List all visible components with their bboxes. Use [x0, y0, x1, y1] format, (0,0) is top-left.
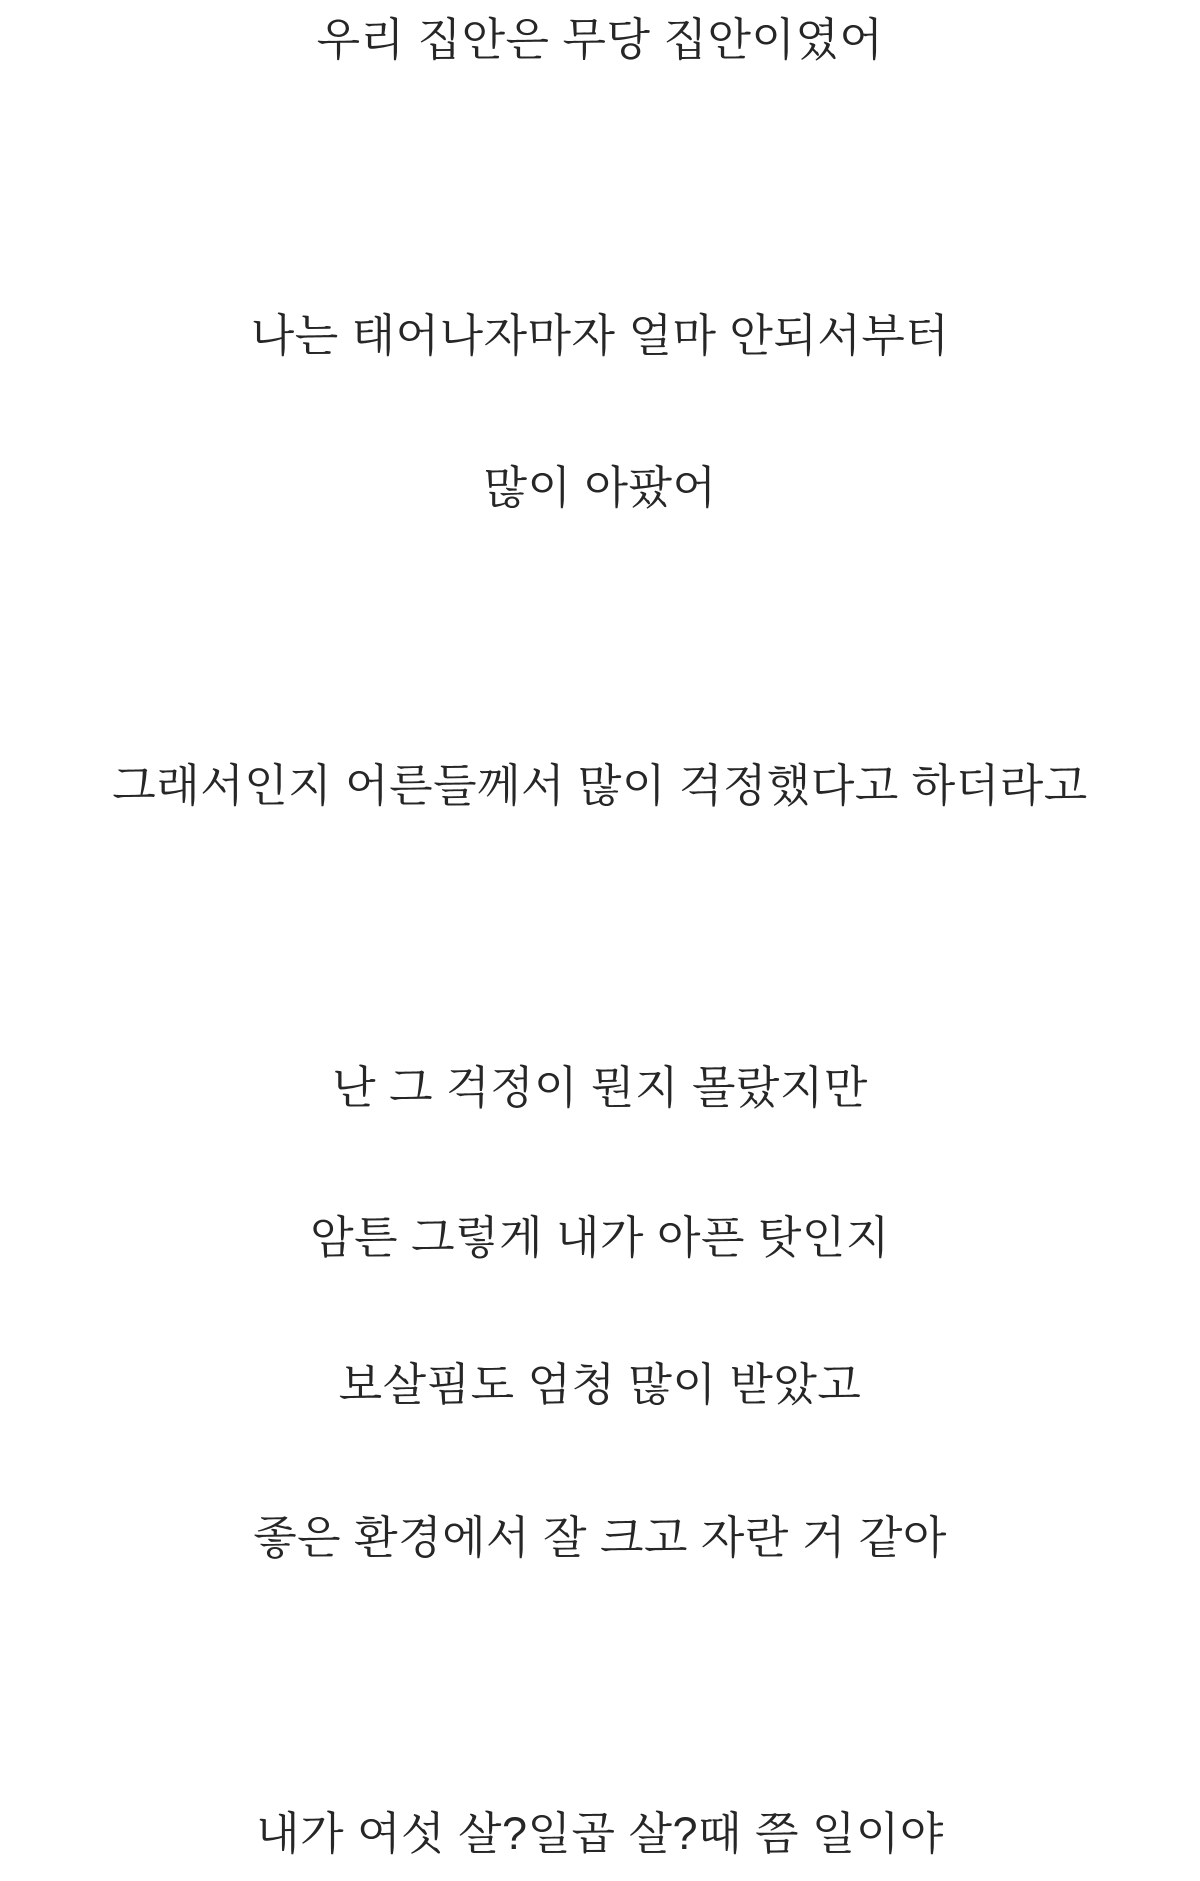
- story-line: 나는 태어나자마자 얼마 안되서부터: [250, 310, 950, 361]
- story-line: 내가 여섯 살?일곱 살?때 쯤 일이야: [256, 1808, 944, 1859]
- story-line: 암튼 그렇게 내가 아픈 탓인지: [310, 1212, 890, 1263]
- story-line: 난 그 걱정이 뭔지 몰랐지만: [332, 1062, 868, 1113]
- story-line: 보살핌도 엄청 많이 받았고: [338, 1359, 862, 1410]
- story-line: 많이 아팠어: [483, 462, 717, 513]
- story-line: 그래서인지 어른들께서 많이 걱정했다고 하더라고: [112, 760, 1088, 811]
- story-line: 우리 집안은 무당 집안이였어: [316, 14, 884, 65]
- story-line: 좋은 환경에서 잘 크고 자란 거 같아: [253, 1512, 947, 1563]
